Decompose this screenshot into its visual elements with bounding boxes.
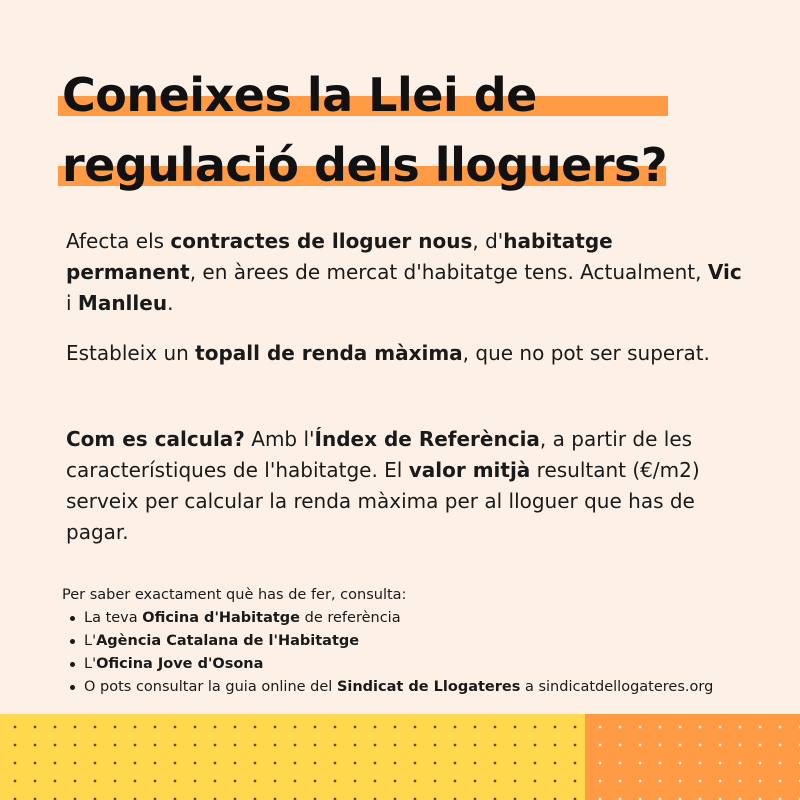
paragraph-rent-cap: Estableix un topall de renda màxima, que no pot ser superat.: [66, 341, 710, 365]
title-line-2: regulació dels lloguers?: [62, 130, 782, 200]
page-title: [62, 60, 782, 200]
consult-list: [62, 607, 792, 699]
consult-intro: Per saber exactament què has de fer, consulta:: [62, 587, 407, 603]
list-item-youth-office: L'Oficina Jove d'Osona: [62, 653, 792, 676]
list-item-catalan-agency: L'Agència Catalana de l'Habitatge: [62, 630, 792, 653]
paragraph-calculation: Com es calcula? Amb l'Índex de Referència, a partir de les característiques de l'habitatge. El valor mitjà resultant (€/m2) serveix per calcular la renda màxima per al lloguer que has de pagar.: [66, 427, 700, 544]
title-line-1: Coneixes la Llei de: [62, 60, 782, 130]
paragraph-scope: Afecta els contractes de lloguer nous, d'habitatge permanent, en àrees de mercat d'habitatge tens. Actualment, Vic i Manlleu.: [66, 229, 742, 315]
footer-band-orange-dotted: [585, 714, 800, 800]
footer-band: [0, 714, 800, 800]
list-item-housing-office: La teva Oficina d'Habitatge de referència: [62, 607, 792, 630]
consult-section: [62, 584, 792, 699]
list-item-tenants-union: O pots consultar la guia online del Sindicat de Llogateres a sindicatdellogateres.org: [62, 676, 792, 699]
footer-band-yellow-dotted: [0, 714, 585, 800]
